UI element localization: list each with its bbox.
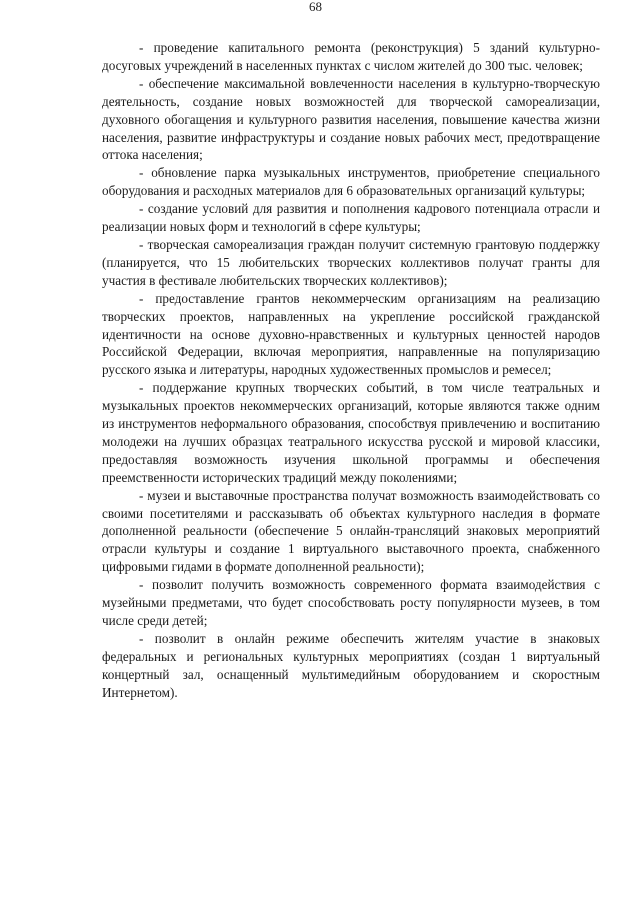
document-body [102, 39, 600, 702]
paragraph-capital-repair: - проведение капитального ремонта (реконструкция) 5 зданий культурно-досуговых учреждений в населенных пунктах с числом жителей до 300 тыс. человек; [102, 40, 600, 73]
paragraph-nonprofit-grants: - предоставление грантов некоммерческим организациям на реализацию творческих проектов, направленных на укрепление российской гражданской идентичности на основе духовно-нравственных и культурных ценностей народов Российской Федерации, включая мероприятия, направленные на популяризацию русского языка и литературы, народных художественных промыслов и ремесел; [102, 290, 600, 378]
paragraph-instruments-update: - обновление парка музыкальных инструментов, приобретение специального оборудования и расходных материалов для 6 образовательных организаций культуры; [102, 165, 600, 199]
paragraph-grant-support: - творческая самореализация граждан получит системную грантовую поддержку (планируется, что 15 любительских творческих коллективов получат гранты для участия в фестивале любительских творческих коллективов); [102, 236, 600, 288]
page-number: 68 [309, 0, 322, 14]
paragraph-museum-interaction: - позволит получить возможность современного формата взаимодействия с музейными предметами, что будет способствовать росту популярности музеев, в том числе среди детей; [102, 577, 600, 628]
paragraph-personnel-potential: - создание условий для развития и пополнения кадрового потенциала отрасли и реализации новых форм и технологий в сфере культуры; [102, 201, 600, 235]
paragraph-online-participation: - позволит в онлайн режиме обеспечить жителям участие в знаковых федеральных и региональных культурных мероприятиях (создан 1 виртуальный концертный зал, оснащенный мультимедийным оборудованием и скоростным Интернетом). [102, 630, 600, 700]
paragraph-museums-ar: - музеи и выставочные пространства получат возможность взаимодействовать со своими посетителями и рассказывать об объектах культурного наследия в формате дополненной реальности (обеспечение 5 онлайн-трансляций знаковых мероприятий отрасли культуры и создание 1 виртуального выставочного проекта, снабженного цифровыми гидами в формате дополненной реальности); [102, 487, 600, 575]
paragraph-creative-events: - поддержание крупных творческих событий, в том числе театральных и музыкальных проектов некоммерческих организаций, которые являются также одним из инструментов неформального образования, способствуя привлечению и воспитанию молодежи на лучших образцах театрального искусства русской и мировой классики, предоставляя возможность изучения школьной программы и обеспечения преемственности исторических традиций между поколениями; [102, 380, 600, 485]
paragraph-population-engagement: - обеспечение максимальной вовлеченности населения в культурно-творческую деятельность, создание новых возможностей для творческой самореализации, духовного обогащения и культурного развития населения, повышение качества жизни населения, развитие инфраструктуры и создание новых рабочих мест, предотвращение оттока населения; [102, 75, 600, 163]
